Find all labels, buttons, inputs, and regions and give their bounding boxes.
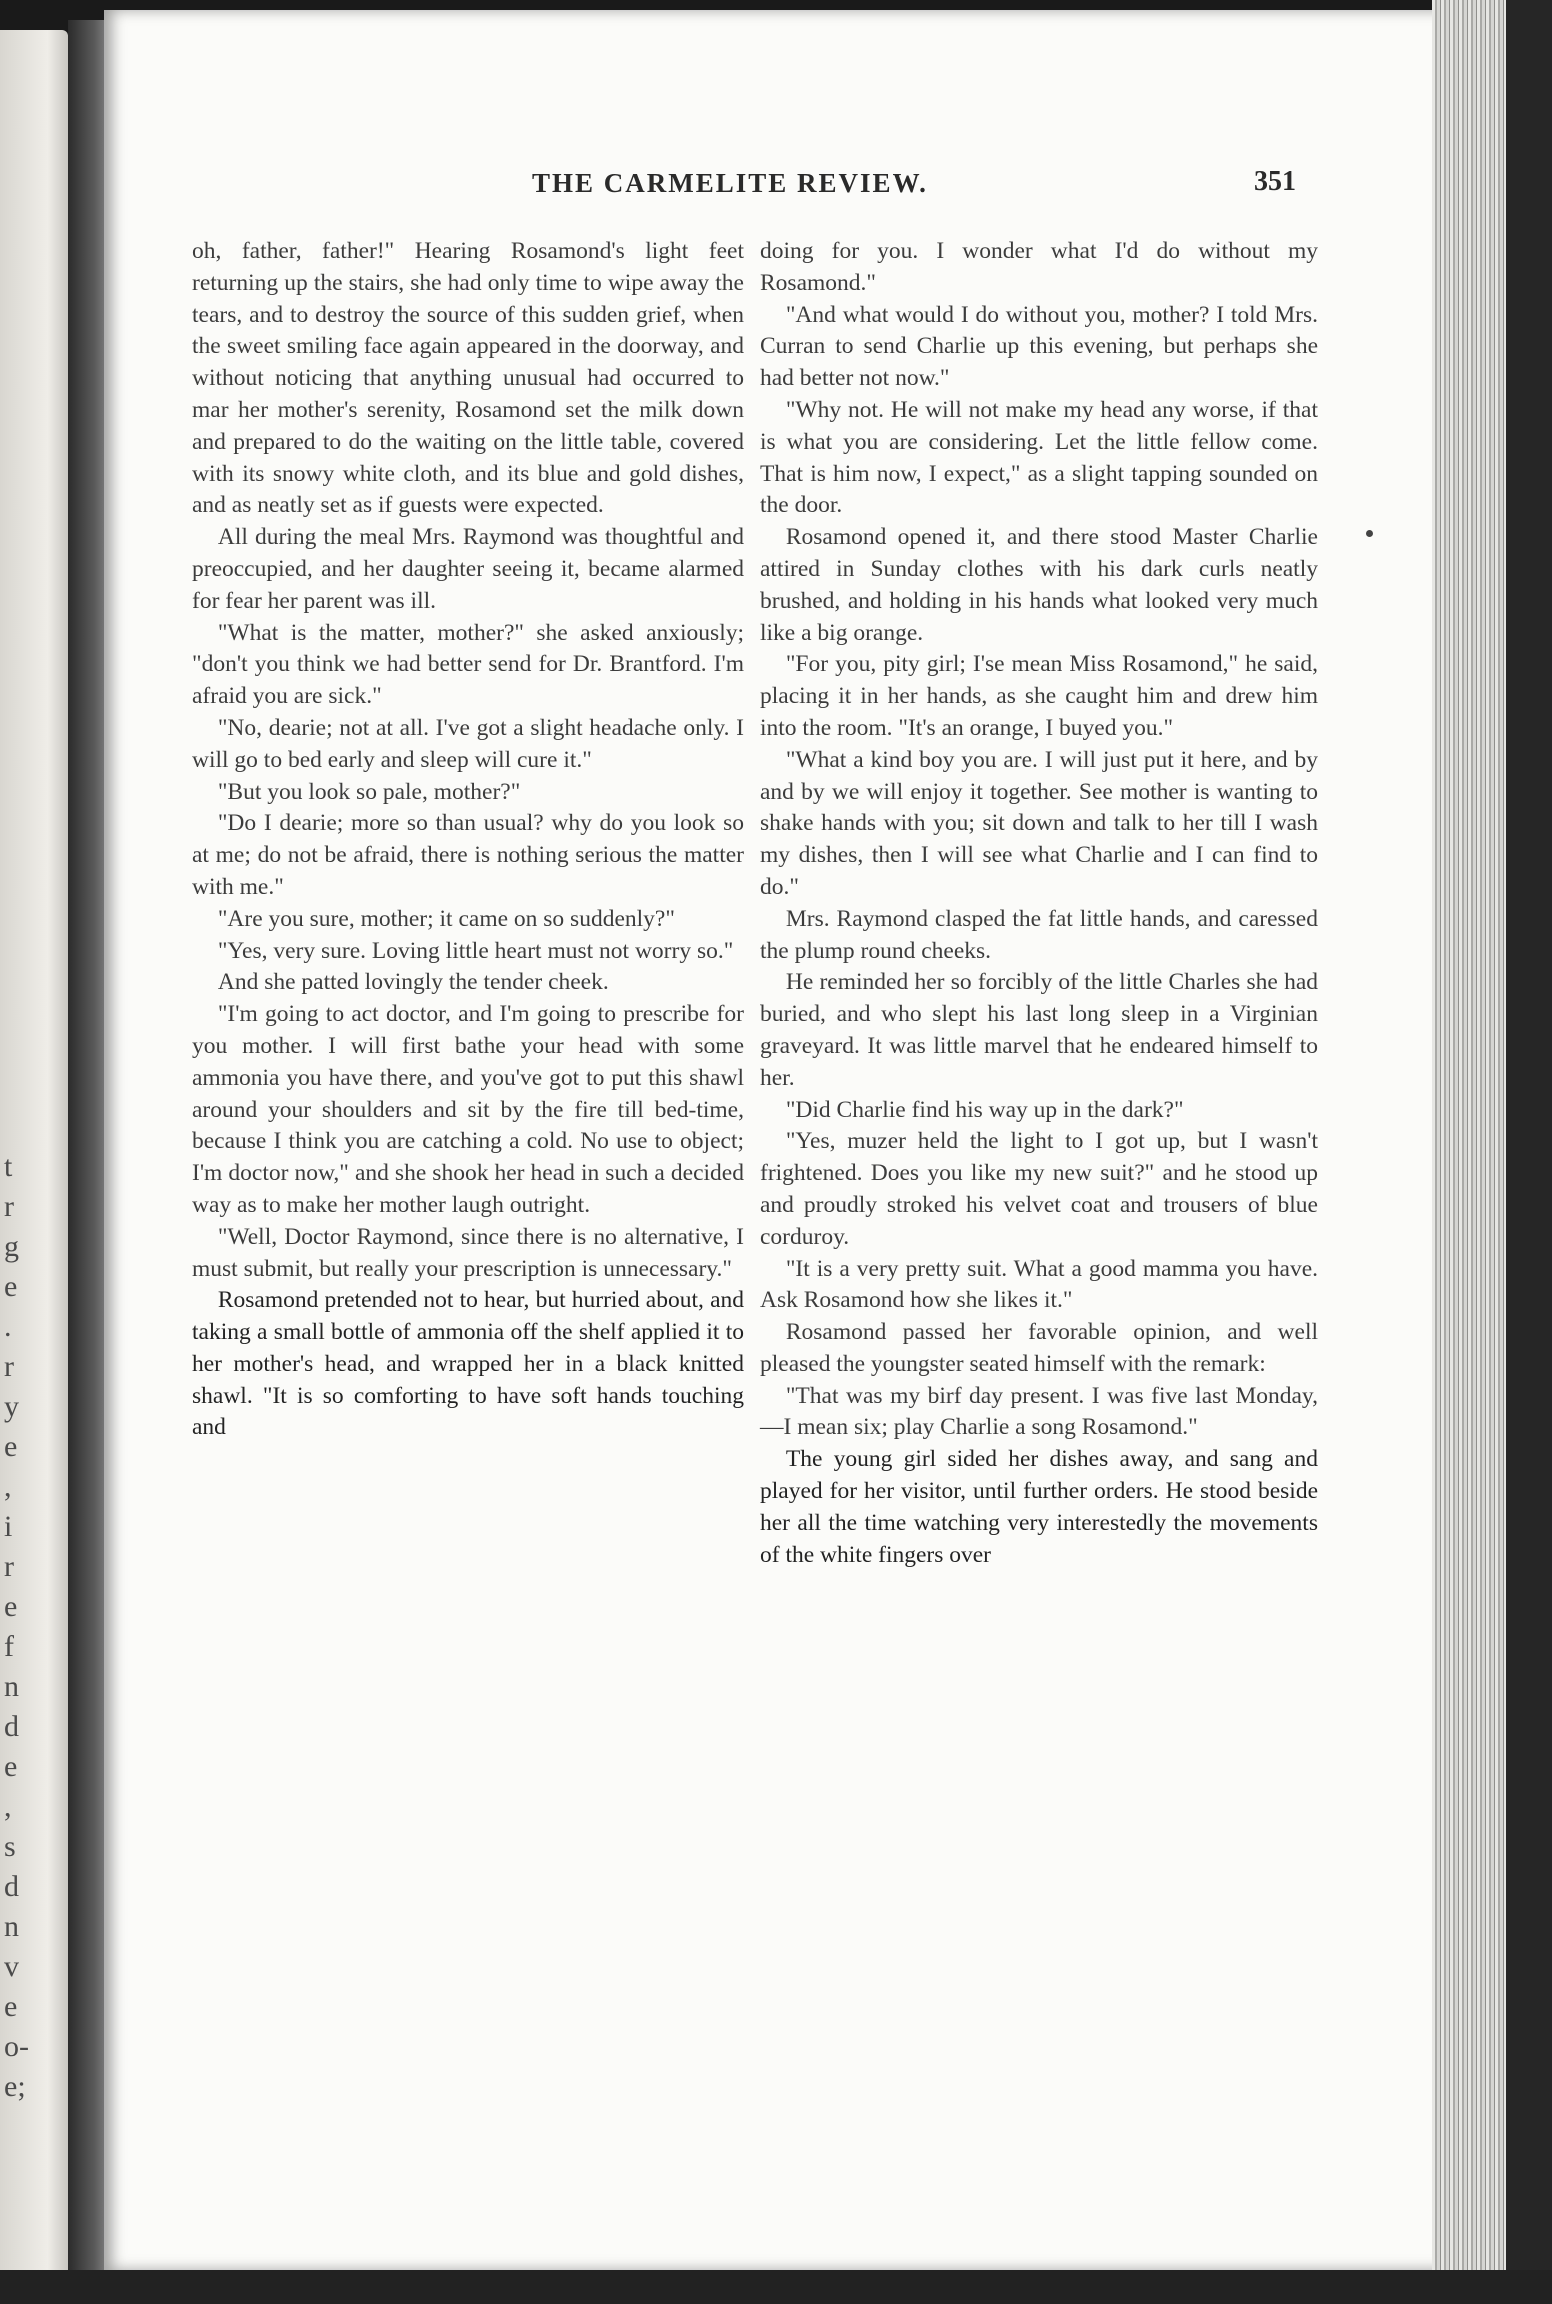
paragraph: The young girl sided her dishes away, and sang and played for her visitor, until further orders. He stood beside her all the time watching very interestedly the movements of the white fingers over bbox=[760, 1446, 1318, 1568]
ink-speck bbox=[1366, 530, 1373, 537]
paragraph: Rosamond pretended not to hear, but hurried about, and taking a small bottle of ammonia off the shelf applied it to her mother's head, and wrapped her in a black knitted shawl. "It is so comforting to have soft hands touching and bbox=[192, 1287, 744, 1441]
paragraph: All during the meal Mrs. Raymond was thoughtful and preoccupied, and her daughter seeing it, became alarmed for fear her parent was ill. bbox=[192, 524, 744, 614]
facing-page-fragment: e bbox=[4, 1430, 18, 1463]
right-text-column bbox=[760, 236, 1318, 1571]
paragraph: "But you look so pale, mother?" bbox=[217, 778, 521, 805]
facing-page-fragment: e bbox=[4, 1590, 18, 1623]
paragraph: "For you, pity girl; I'se mean Miss Rosamond," he said, placing it in her hands, as she caught him and drew him into the room. "It's an orange, I buyed you." bbox=[760, 651, 1318, 741]
facing-page-fragment: , bbox=[4, 1470, 12, 1503]
facing-page-fragment: v bbox=[4, 1950, 19, 1983]
paragraph: "Yes, muzer held the light to I got up, but I wasn't frightened. Does you like my new suit?" and he stood up and proudly stroked his velvet coat and trousers of blue corduroy. bbox=[760, 1128, 1318, 1250]
page-number: 351 bbox=[1254, 166, 1296, 197]
paragraph: Rosamond opened it, and there stood Master Charlie attired in Sunday clothes with his dark curls neatly brushed, and holding in his hands what looked very much like a big orange. bbox=[760, 524, 1318, 646]
facing-page-fragment: n bbox=[4, 1910, 19, 1943]
paragraph: doing for you. I wonder what I'd do without my Rosamond." bbox=[760, 238, 1318, 296]
paragraph: Rosamond passed her favorable opinion, and well pleased the youngster seated himself with the remark: bbox=[760, 1319, 1318, 1377]
facing-page-fragment: . bbox=[4, 1310, 12, 1343]
paragraph: He reminded her so forcibly of the little Charles she had buried, and who slept his last long sleep in a Virginian graveyard. It was little marvel that he endeared himself to her. bbox=[760, 969, 1318, 1091]
facing-page-fragment: g bbox=[4, 1230, 19, 1263]
facing-page-fragment: e bbox=[4, 1270, 18, 1303]
paragraph: Mrs. Raymond clasped the fat little hands, and caressed the plump round cheeks. bbox=[760, 905, 1318, 964]
paragraph: "Why not. He will not make my head any worse, if that is what you are considering. Let the little fellow come. That is him now, I expect," as a slight tapping sounded on the door. bbox=[760, 396, 1318, 519]
paragraph: "And what would I do without you, mother? I told Mrs. Curran to send Charlie up this evening, but perhaps she had better not now." bbox=[760, 301, 1318, 392]
paragraph: oh, father, father!" Hearing Rosamond's light feet returning up the stairs, she had only time to wipe away the tears, and to destroy the source of this sudden grief, when the sweet smiling face again appeared in the doorway, and without noticing that anything unusual had occurred to mar her mother's serenity, Rosamond set the milk down and prepared to do the waiting on the little table, covered with its snowy white cloth, and its blue and gold dishes, and as neatly set as if guests were expected. bbox=[192, 238, 744, 519]
paragraph: "What is the matter, mother?" she asked anxiously; "don't you think we had better send for Dr. Brantford. I'm afraid you are sick." bbox=[192, 619, 744, 710]
facing-page-fragment: s bbox=[4, 1830, 16, 1863]
facing-page-fragment: , bbox=[4, 1790, 12, 1823]
facing-page-fragment: r bbox=[4, 1350, 14, 1383]
facing-page-fragment: y bbox=[4, 1390, 19, 1423]
facing-page-fragment: n bbox=[4, 1670, 19, 1703]
facing-page-fragment: d bbox=[4, 1870, 19, 1903]
facing-page-fragment: f bbox=[4, 1630, 14, 1663]
left-text-column bbox=[192, 236, 744, 1444]
paragraph: "What a kind boy you are. I will just put it here, and by and by we will enjoy it together. See mother is wanting to shake hands with you; sit down and talk to her till I wash my dishes, then I will see what Charlie and I can find to do." bbox=[760, 746, 1318, 900]
page-edge-stack bbox=[1432, 0, 1506, 2270]
running-title: THE CARMELITE REVIEW. bbox=[532, 168, 928, 198]
background-bottom bbox=[0, 2270, 1552, 2304]
facing-page-fragment: r bbox=[4, 1550, 14, 1583]
paragraph: "It is a very pretty suit. What a good mamma you have. Ask Rosamond how she likes it." bbox=[760, 1255, 1318, 1314]
facing-page-fragment: o- bbox=[4, 2030, 29, 2063]
facing-page-fragment: e bbox=[4, 1990, 18, 2023]
paragraph: "Well, Doctor Raymond, since there is no alternative, I must submit, but really your prescription is unnecessary." bbox=[192, 1223, 744, 1282]
paragraph: "Are you sure, mother; it came on so suddenly?" bbox=[217, 905, 675, 932]
facing-page-fragment: e bbox=[4, 1750, 18, 1783]
facing-page-fragment: i bbox=[4, 1510, 13, 1543]
paragraph: And she patted lovingly the tender cheek. bbox=[217, 969, 609, 996]
facing-page-edge bbox=[0, 30, 68, 2280]
paragraph: "I'm going to act doctor, and I'm going to prescribe for you mother. I will first bathe your head with some ammonia you have there, and you've got to put this shawl around your shoulders and sit by the fire till bed-time, because I think you are catching a cold. No use to object; I'm doctor now," and she shook her head in such a decided way as to make her mother laugh outright. bbox=[192, 1001, 744, 1218]
paragraph: "Did Charlie find his way up in the dark?" bbox=[785, 1096, 1184, 1123]
paragraph: "Yes, very sure. Loving little heart must not worry so." bbox=[217, 937, 734, 964]
facing-page-fragment: r bbox=[4, 1190, 14, 1223]
facing-page-fragment: t bbox=[4, 1150, 13, 1183]
facing-page-fragment: d bbox=[4, 1710, 19, 1743]
facing-page-fragment: e; bbox=[4, 2070, 26, 2103]
paragraph: "Do I dearie; more so than usual? why do you look so at me; do not be afraid, there is nothing serious the matter with me." bbox=[192, 810, 744, 900]
background-edge bbox=[1506, 0, 1552, 2304]
paragraph: "No, dearie; not at all. I've got a slight headache only. I will go to bed early and sleep will cure it." bbox=[192, 714, 744, 773]
paragraph: "That was my birf day present. I was five last Monday,—I mean six; play Charlie a song Rosamond." bbox=[760, 1382, 1318, 1441]
